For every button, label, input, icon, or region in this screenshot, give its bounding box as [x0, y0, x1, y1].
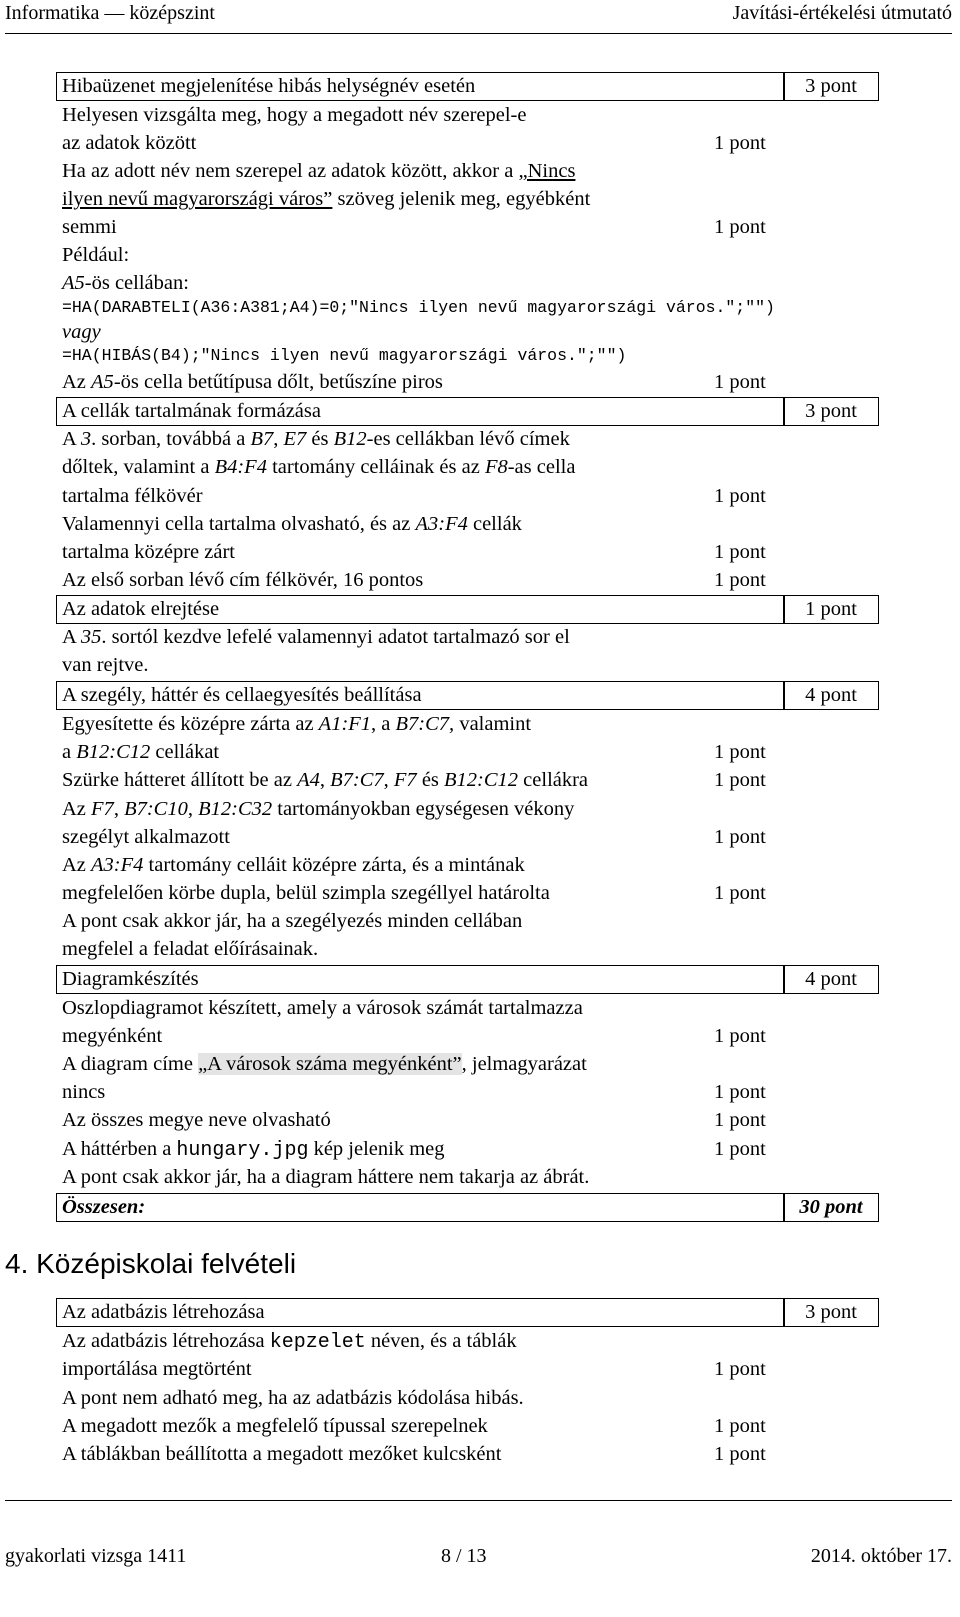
formula-code: =HA(DARABTELI(A36:A381;A4)=0;"Nincs ilyen nevű magyarországi város.";""): [62, 298, 775, 317]
criterion-points: 1 pont: [714, 741, 766, 763]
criterion-line: Helyesen vizsgálta meg, hogy a megadott név szerepel-e: [62, 104, 527, 126]
criterion-line: tartalma félkövér: [62, 485, 203, 507]
footer-page-number: 8 / 13: [441, 1545, 487, 1567]
note-line: megfelel a feladat előírásainak.: [62, 938, 319, 960]
note-line: A pont nem adható meg, ha az adatbázis kódolása hibás.: [62, 1387, 524, 1409]
page-header: [5, 0, 952, 30]
example-label: Például:: [62, 244, 130, 266]
criterion-line: Az A3:F4 tartomány celláit középre zárta, és a mintának: [62, 854, 525, 876]
section-title: A cellák tartalmának formázása: [62, 400, 321, 422]
total-points-box: 30 pont: [783, 1193, 879, 1222]
criterion-line: Az összes megye neve olvasható: [62, 1109, 331, 1131]
criterion-points: 1 pont: [714, 1109, 766, 1131]
criterion-points: 1 pont: [714, 1081, 766, 1103]
section-title: Az adatbázis létrehozása: [62, 1301, 265, 1323]
criterion-points: 1 pont: [714, 216, 766, 238]
criterion-line: A diagram címe „A városok száma megyénként”, jelmagyarázat: [62, 1053, 587, 1075]
footer-exam-code: gyakorlati vizsga 1411: [5, 1545, 187, 1567]
criterion-points: 1 pont: [714, 541, 766, 563]
criterion-line: A háttérben a hungary.jpg kép jelenik meg: [62, 1138, 445, 1162]
criterion-line: nincs: [62, 1081, 106, 1103]
section-title: A szegély, háttér és cellaegyesítés beállítása: [62, 684, 422, 706]
section-points-box: 3 pont: [783, 1298, 879, 1327]
criterion-line: dőltek, valamint a B4:F4 tartomány celláinak és az F8-as cella: [62, 456, 576, 478]
section-points-box: 4 pont: [783, 681, 879, 710]
total-label: Összesen:: [62, 1196, 146, 1218]
criterion-points: 1 pont: [714, 132, 766, 154]
formula-code: =HA(HIBÁS(B4);"Nincs ilyen nevű magyarországi város.";""): [62, 346, 627, 365]
criterion-line: Az adatbázis létrehozása kepzelet néven, és a táblák: [62, 1330, 517, 1354]
criterion-points: 1 pont: [714, 1443, 766, 1465]
criterion-points: 1 pont: [714, 826, 766, 848]
criterion-line: Ha az adott név nem szerepel az adatok között, akkor a „Nincs: [62, 160, 576, 182]
section-heading: 4. Középiskolai felvételi: [5, 1248, 297, 1279]
header-doc-type: Javítási-értékelési útmutató: [732, 2, 952, 24]
criterion-points: 1 pont: [714, 769, 766, 791]
criterion-points: 1 pont: [714, 1358, 766, 1380]
section-points-box: 3 pont: [783, 72, 879, 101]
section-title: Az adatok elrejtése: [62, 598, 220, 620]
footer-rule: [5, 1500, 952, 1501]
criterion-points: 1 pont: [714, 371, 766, 393]
criterion-line: az adatok között: [62, 132, 197, 154]
criterion-line: megfelelően körbe dupla, belül szimpla szegéllyel határolta: [62, 882, 550, 904]
criterion-line: Szürke hátteret állított be az A4, B7:C7, F7 és B12:C12 cellákra: [62, 769, 589, 791]
note-line: A pont csak akkor jár, ha a diagram háttere nem takarja az ábrát.: [62, 1166, 590, 1188]
section-points-box: 3 pont: [783, 397, 879, 426]
criterion-points: 1 pont: [714, 1025, 766, 1047]
criterion-points: 1 pont: [714, 569, 766, 591]
criterion-line: van rejtve.: [62, 654, 149, 676]
criterion-points: 1 pont: [714, 1415, 766, 1437]
criterion-line: Az első sorban lévő cím félkövér, 16 pontos: [62, 569, 424, 591]
section-title: Diagramkészítés: [62, 968, 199, 990]
section-title: Hibaüzenet megjelenítése hibás helységnév esetén: [62, 75, 476, 97]
criterion-line: ilyen nevű magyarországi város” szöveg jelenik meg, egyébként: [62, 188, 591, 210]
criterion-line: A 35. sortól kezdve lefelé valamennyi adatot tartalmazó sor el: [62, 626, 570, 648]
criterion-line: semmi: [62, 216, 117, 238]
footer-date: 2014. október 17.: [810, 1545, 952, 1567]
criterion-line: Valamennyi cella tartalma olvasható, és az A3:F4 cellák: [62, 513, 522, 535]
criterion-points: 1 pont: [714, 882, 766, 904]
criterion-line: Az A5-ös cella betűtípusa dőlt, betűszíne piros: [62, 371, 443, 393]
section-points-box: 1 pont: [783, 595, 879, 624]
criterion-line: A megadott mezők a megfelelő típussal szerepelnek: [62, 1415, 488, 1437]
criterion-points: 1 pont: [714, 1138, 766, 1160]
criterion-line: A táblákban beállította a megadott mezőket kulcsként: [62, 1443, 502, 1465]
criterion-line: Oszlopdiagramot készített, amely a városok számát tartalmazza: [62, 997, 583, 1019]
or-label: vagy: [62, 321, 101, 343]
criterion-line: Egyesítette és középre zárta az A1:F1, a B7:C7, valamint: [62, 713, 532, 735]
criterion-line: A 3. sorban, továbbá a B7, E7 és B12-es cellákban lévő címek: [62, 428, 570, 450]
note-line: A pont csak akkor jár, ha a szegélyezés minden cellában: [62, 910, 523, 932]
section-points-box: 4 pont: [783, 965, 879, 994]
criterion-line: tartalma középre zárt: [62, 541, 235, 563]
criterion-points: 1 pont: [714, 485, 766, 507]
header-subject: Informatika — középszint: [5, 2, 215, 24]
criterion-line: megyénként: [62, 1025, 163, 1047]
criterion-line: a B12:C12 cellákat: [62, 741, 220, 763]
example-line: A5-ös cellában:: [62, 272, 189, 294]
criterion-line: szegélyt alkalmazott: [62, 826, 230, 848]
criterion-line: importálása megtörtént: [62, 1358, 252, 1380]
header-rule: [5, 33, 952, 34]
total-box: [56, 1193, 785, 1222]
criterion-line: Az F7, B7:C10, B12:C32 tartományokban egységesen vékony: [62, 798, 575, 820]
